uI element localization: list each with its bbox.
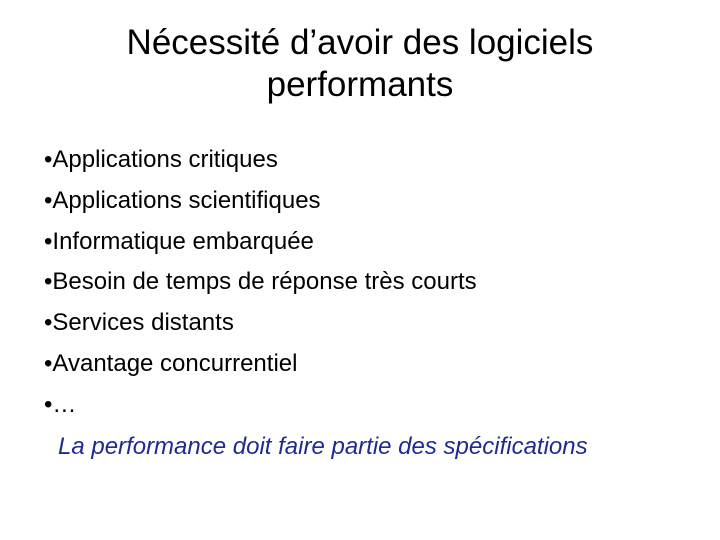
bullet-text: Applications critiques (52, 146, 278, 173)
bullet-mark: • (44, 349, 53, 377)
bullet-mark: • (44, 268, 53, 296)
bullet-item (44, 303, 477, 344)
bullet-mark: • (44, 186, 53, 214)
bullet-text: Avantage concurrentiel (52, 349, 298, 377)
slide-title-line-1: Nécessité d’avoir des logiciels (126, 23, 594, 62)
bullet-item (44, 262, 477, 303)
bullet-mark: • (44, 227, 53, 255)
bullet-item (44, 222, 477, 263)
bullet-text: Applications scientifiques (52, 186, 321, 214)
bullet-text: Informatique embarquée (52, 227, 314, 255)
bullet-mark: • (44, 309, 53, 337)
slide-title (40, 22, 680, 106)
bullet-list (44, 140, 477, 426)
bullet-text: Besoin de temps de réponse très courts (52, 268, 477, 296)
bullet-item (44, 140, 477, 181)
slide-title-line-2: performants (266, 65, 454, 104)
bullet-item (44, 181, 477, 222)
bullet-text: … (52, 390, 77, 418)
bullet-item (44, 344, 477, 385)
bullet-item (44, 385, 477, 426)
bullet-mark: • (44, 390, 53, 418)
bullet-mark: • (44, 146, 53, 173)
bullet-text: Services distants (52, 309, 234, 337)
conclusion-text: La performance doit faire partie des spécifications (58, 433, 588, 460)
